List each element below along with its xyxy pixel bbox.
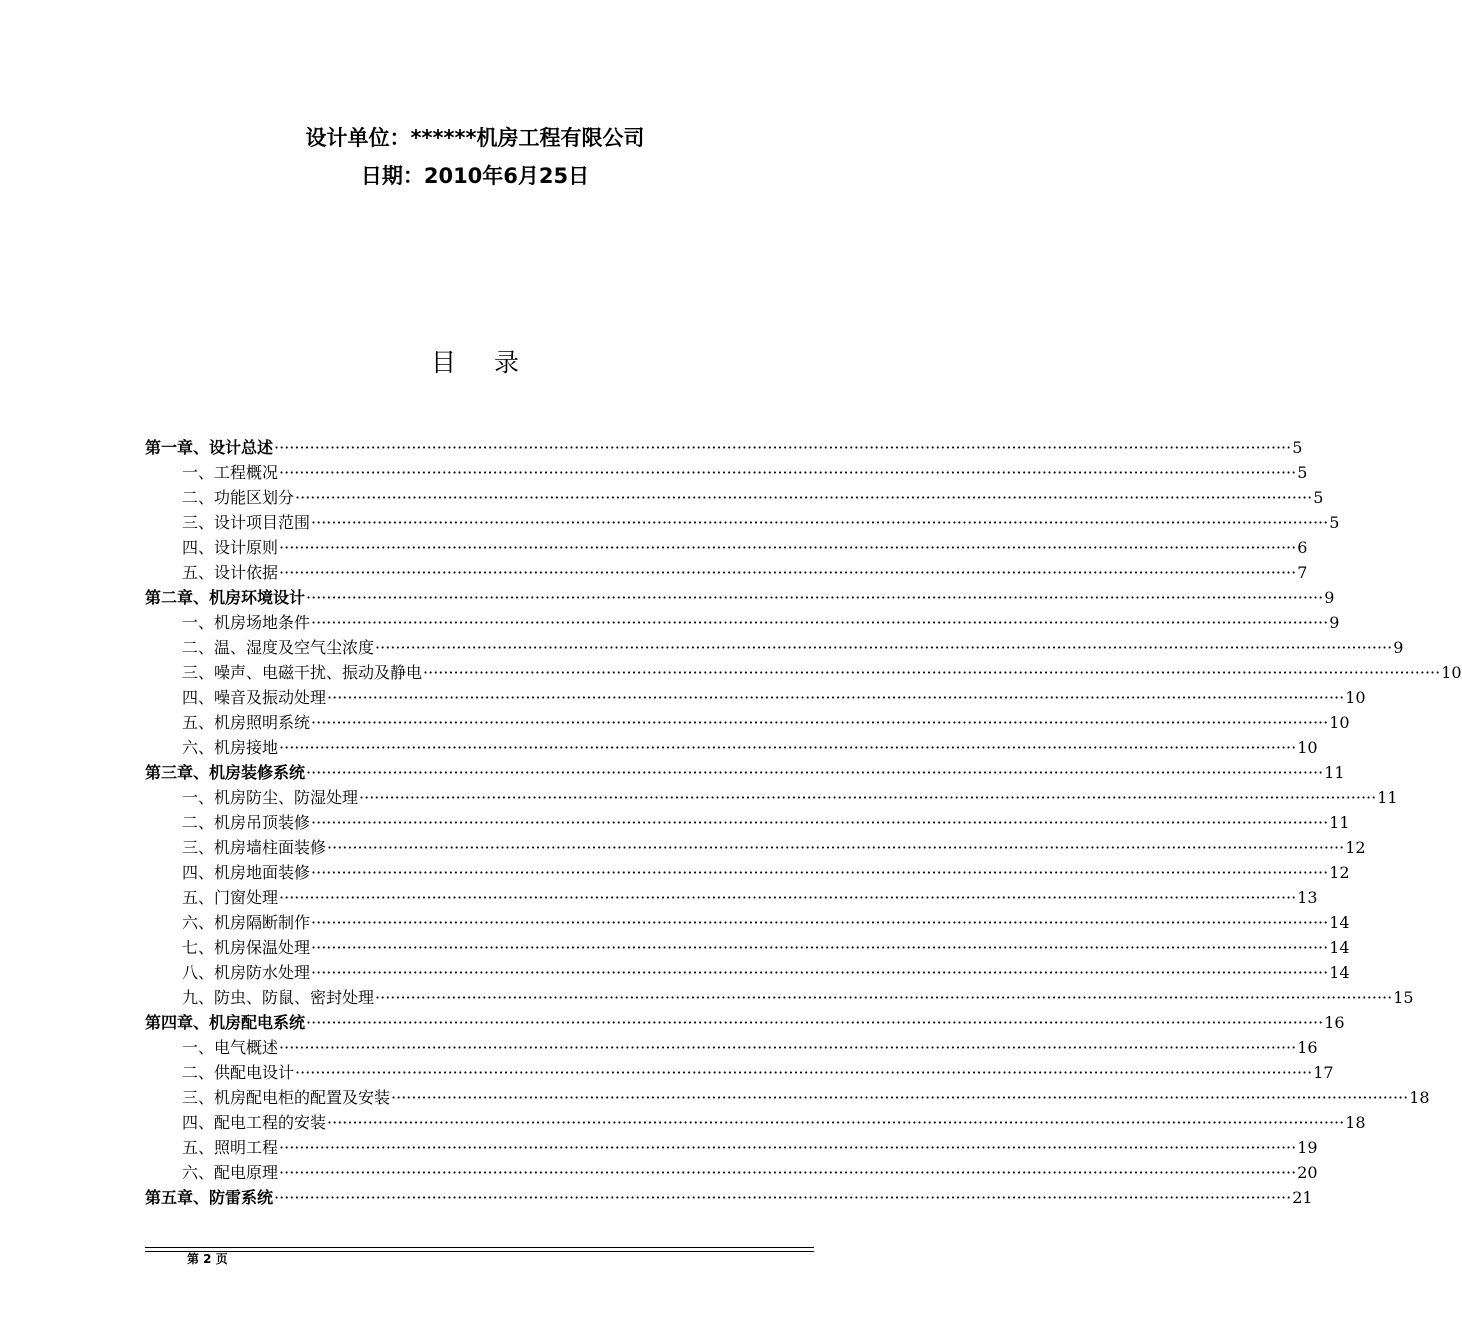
toc-entry-label: 四、设计原则 <box>182 538 279 557</box>
toc-section-entry[interactable] <box>145 785 1398 810</box>
toc-dot-leader: ········································································································································································································ <box>423 663 1441 682</box>
toc-dot-leader: ········································································································································································································ <box>359 788 1377 807</box>
toc-chapter-entry[interactable] <box>145 435 1303 460</box>
toc-section-entry[interactable] <box>145 860 1350 885</box>
toc-entry-label: 五、门窗处理 <box>182 888 279 907</box>
toc-dot-leader: ········································································································································································································ <box>279 1163 1297 1182</box>
footer-rule <box>145 1247 814 1248</box>
toc-dot-leader: ········································································································································································································ <box>306 588 1324 607</box>
toc-entry-page: 13 <box>1297 888 1318 907</box>
toc-entry-page: 9 <box>1329 613 1340 632</box>
toc-dot-leader: ········································································································································································································ <box>279 563 1297 582</box>
toc-entry-label: 一、工程概况 <box>182 463 279 482</box>
toc-entry-label: 第三章、机房装修系统 <box>145 763 306 782</box>
toc-entry-label: 第一章、设计总述 <box>145 438 274 457</box>
toc-entry-page: 17 <box>1313 1063 1334 1082</box>
toc-entry-label: 第四章、机房配电系统 <box>145 1013 306 1032</box>
toc-entry-label: 五、设计依据 <box>182 563 279 582</box>
toc-dot-leader: ········································································································································································································ <box>279 738 1297 757</box>
toc-section-entry[interactable] <box>145 510 1340 535</box>
toc-section-entry[interactable] <box>145 1160 1318 1185</box>
toc-section-entry[interactable] <box>145 710 1350 735</box>
toc-entry-page: 18 <box>1345 1113 1366 1132</box>
toc-section-entry[interactable] <box>145 910 1350 935</box>
toc-entry-label: 二、温、湿度及空气尘浓度 <box>182 638 375 657</box>
toc-dot-leader: ········································································································································································································ <box>306 763 1324 782</box>
toc-entry-page: 7 <box>1297 563 1308 582</box>
toc-entry-label: 六、机房隔断制作 <box>182 913 311 932</box>
toc-section-entry[interactable] <box>145 960 1350 985</box>
toc-dot-leader: ········································································································································································································ <box>327 688 1345 707</box>
date-heading: 日期：2010年6月25日 <box>360 164 590 188</box>
toc-entry-page: 10 <box>1345 688 1366 707</box>
toc-dot-leader: ········································································································································································································ <box>306 1013 1324 1032</box>
toc-entry-page: 12 <box>1345 838 1366 857</box>
toc-dot-leader: ········································································································································································································ <box>279 1038 1297 1057</box>
toc-dot-leader: ········································································································································································································ <box>391 1088 1409 1107</box>
toc-entry-label: 三、机房配电柜的配置及安装 <box>182 1088 391 1107</box>
toc-entry-label: 六、配电原理 <box>182 1163 279 1182</box>
toc-section-entry[interactable] <box>145 560 1308 585</box>
toc-dot-leader: ········································································································································································································ <box>274 438 1292 457</box>
toc-dot-leader: ········································································································································································································ <box>279 1138 1297 1157</box>
toc-section-entry[interactable] <box>145 985 1414 1010</box>
toc-section-entry[interactable] <box>145 685 1366 710</box>
toc-dot-leader: ········································································································································································································ <box>311 513 1329 532</box>
toc-chapter-entry[interactable] <box>145 760 1345 785</box>
toc-dot-leader: ········································································································································································································ <box>311 938 1329 957</box>
toc-entry-page: 11 <box>1324 763 1345 782</box>
toc-dot-leader: ········································································································································································································ <box>279 463 1297 482</box>
toc-dot-leader: ········································································································································································································ <box>295 488 1313 507</box>
toc-entry-page: 6 <box>1297 538 1308 557</box>
toc-section-entry[interactable] <box>145 735 1318 760</box>
design-unit-heading: 设计单位：******机房工程有限公司 <box>305 126 645 150</box>
toc-entry-page: 21 <box>1292 1188 1313 1207</box>
toc-entry-label: 二、供配电设计 <box>182 1063 295 1082</box>
toc-entry-label: 七、机房保温处理 <box>182 938 311 957</box>
toc-entry-label: 一、机房防尘、防湿处理 <box>182 788 359 807</box>
toc-dot-leader: ········································································································································································································ <box>311 913 1329 932</box>
toc-entry-page: 5 <box>1329 513 1340 532</box>
toc-entry-label: 五、照明工程 <box>182 1138 279 1157</box>
toc-entry-label: 第二章、机房环境设计 <box>145 588 306 607</box>
toc-entry-page: 18 <box>1409 1088 1430 1107</box>
toc-chapter-entry[interactable] <box>145 1010 1345 1035</box>
page-number: 第 2 页 <box>187 1252 228 1266</box>
table-of-contents <box>145 435 1462 1210</box>
toc-chapter-entry[interactable] <box>145 585 1335 610</box>
toc-entry-label: 八、机房防水处理 <box>182 963 311 982</box>
toc-entry-page: 12 <box>1329 863 1350 882</box>
toc-section-entry[interactable] <box>145 660 1462 685</box>
toc-entry-label: 第五章、防雷系统 <box>145 1188 274 1207</box>
toc-entry-label: 四、噪音及振动处理 <box>182 688 327 707</box>
toc-entry-label: 九、防虫、防鼠、密封处理 <box>182 988 375 1007</box>
toc-section-entry[interactable] <box>145 935 1350 960</box>
toc-entry-page: 10 <box>1329 713 1350 732</box>
toc-entry-page: 14 <box>1329 938 1350 957</box>
toc-title: 目录 <box>430 348 557 377</box>
toc-section-entry[interactable] <box>145 535 1308 560</box>
toc-entry-page: 9 <box>1393 638 1404 657</box>
toc-entry-page: 11 <box>1329 813 1350 832</box>
toc-entry-label: 三、机房墙柱面装修 <box>182 838 327 857</box>
toc-entry-page: 15 <box>1393 988 1414 1007</box>
toc-dot-leader: ········································································································································································································ <box>375 988 1393 1007</box>
toc-entry-page: 16 <box>1297 1038 1318 1057</box>
toc-section-entry[interactable] <box>145 1060 1334 1085</box>
toc-dot-leader: ········································································································································································································ <box>311 863 1329 882</box>
toc-entry-label: 三、噪声、电磁干扰、振动及静电 <box>182 663 423 682</box>
toc-section-entry[interactable] <box>145 1135 1318 1160</box>
toc-dot-leader: ········································································································································································································ <box>375 638 1393 657</box>
toc-entry-page: 14 <box>1329 913 1350 932</box>
toc-entry-page: 9 <box>1324 588 1335 607</box>
toc-entry-label: 四、配电工程的安装 <box>182 1113 327 1132</box>
toc-entry-label: 三、设计项目范围 <box>182 513 311 532</box>
toc-entry-page: 19 <box>1297 1138 1318 1157</box>
toc-section-entry[interactable] <box>145 1085 1430 1110</box>
toc-section-entry[interactable] <box>145 460 1308 485</box>
toc-dot-leader: ········································································································································································································ <box>311 713 1329 732</box>
toc-entry-page: 16 <box>1324 1013 1345 1032</box>
footer-rule-thin <box>145 1251 814 1252</box>
toc-entry-page: 5 <box>1313 488 1324 507</box>
toc-section-entry[interactable] <box>145 635 1404 660</box>
toc-entry-page: 10 <box>1441 663 1462 682</box>
toc-entry-label: 六、机房接地 <box>182 738 279 757</box>
toc-dot-leader: ········································································································································································································ <box>274 1188 1292 1207</box>
toc-entry-page: 5 <box>1292 438 1303 457</box>
toc-entry-page: 5 <box>1297 463 1308 482</box>
toc-entry-label: 一、机房场地条件 <box>182 613 311 632</box>
toc-entry-page: 10 <box>1297 738 1318 757</box>
toc-entry-label: 二、机房吊顶装修 <box>182 813 311 832</box>
toc-chapter-entry[interactable] <box>145 1185 1313 1210</box>
toc-dot-leader: ········································································································································································································ <box>311 813 1329 832</box>
toc-section-entry[interactable] <box>145 485 1324 510</box>
toc-entry-page: 14 <box>1329 963 1350 982</box>
toc-section-entry[interactable] <box>145 810 1350 835</box>
toc-dot-leader: ········································································································································································································ <box>327 838 1345 857</box>
toc-dot-leader: ········································································································································································································ <box>327 1113 1345 1132</box>
toc-dot-leader: ········································································································································································································ <box>279 538 1297 557</box>
toc-section-entry[interactable] <box>145 1035 1318 1060</box>
toc-entry-page: 11 <box>1377 788 1398 807</box>
toc-section-entry[interactable] <box>145 885 1318 910</box>
toc-section-entry[interactable] <box>145 1110 1366 1135</box>
toc-entry-label: 一、电气概述 <box>182 1038 279 1057</box>
toc-entry-page: 20 <box>1297 1163 1318 1182</box>
toc-section-entry[interactable] <box>145 610 1340 635</box>
toc-section-entry[interactable] <box>145 835 1366 860</box>
toc-dot-leader: ········································································································································································································ <box>311 613 1329 632</box>
toc-entry-label: 五、机房照明系统 <box>182 713 311 732</box>
toc-dot-leader: ········································································································································································································ <box>311 963 1329 982</box>
toc-entry-label: 二、功能区划分 <box>182 488 295 507</box>
toc-dot-leader: ········································································································································································································ <box>295 1063 1313 1082</box>
toc-entry-label: 四、机房地面装修 <box>182 863 311 882</box>
toc-dot-leader: ········································································································································································································ <box>279 888 1297 907</box>
